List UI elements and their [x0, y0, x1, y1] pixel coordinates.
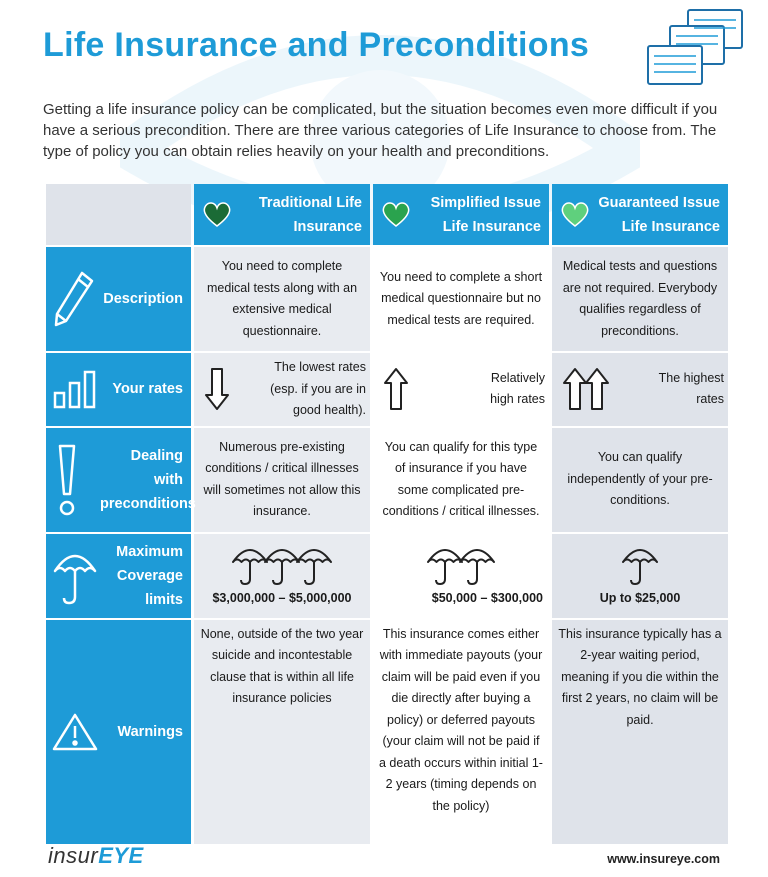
- cell-preconditions-traditional: Numerous pre-existing conditions / critical illnesses will sometimes not allow this insurance.: [194, 428, 370, 532]
- row-description: [46, 247, 728, 351]
- heart-icon: [381, 200, 411, 228]
- cell-coverage-simplified: [373, 534, 549, 618]
- double-arrow-up-icon: [562, 367, 612, 411]
- table-corner: [46, 184, 191, 245]
- row-preconditions: [46, 428, 728, 532]
- cell-coverage-guaranteed: [552, 534, 728, 618]
- column-header-label: Traditional Life Insurance: [258, 194, 362, 235]
- arrow-up-icon: [383, 367, 409, 411]
- rates-text: The highest rates: [658, 370, 724, 407]
- warning-triangle-icon: [52, 712, 98, 752]
- footer-url: www.insureye.com: [607, 852, 720, 866]
- cell-description-simplified: You need to complete a short medical questionnaire but no medical tests are required.: [373, 247, 549, 351]
- row-header-description: [46, 247, 191, 351]
- page-title: Life Insurance and Preconditions: [43, 26, 590, 64]
- row-header-preconditions: [46, 428, 196, 532]
- heart-shape: [204, 203, 229, 226]
- documents-icon: [640, 6, 752, 92]
- row-header-rates: [46, 353, 191, 426]
- row-header-label: Your rates: [112, 381, 183, 398]
- table-header-row: [46, 184, 728, 245]
- cell-preconditions-guaranteed: You can qualify independently of your pre-conditions.: [552, 428, 728, 532]
- row-header-warnings: [46, 620, 191, 844]
- logo-text-part1: insur: [48, 843, 99, 868]
- heart-icon: [202, 200, 232, 228]
- umbrella-icon: [458, 542, 496, 586]
- comparison-table: [43, 182, 731, 846]
- heart-shape: [383, 203, 408, 226]
- bar-chart-icon: [52, 369, 98, 409]
- pencil-icon: [52, 269, 96, 329]
- row-header-coverage: [46, 534, 191, 618]
- cell-coverage-traditional: [194, 534, 370, 618]
- cell-description-guaranteed: Medical tests and questions are not required. Everybody qualifies regardless of preconditions.: [552, 247, 728, 351]
- row-header-label: Dealing with preconditions: [100, 447, 196, 512]
- column-header-label: Simplified Issue Life Insurance: [430, 194, 541, 235]
- cell-warnings-guaranteed: This insurance typically has a 2-year waiting period, meaning if you die within the first 2 years, no claim will be paid.: [552, 620, 728, 844]
- row-coverage: [46, 534, 728, 618]
- logo-text-part2: EYE: [98, 843, 144, 868]
- column-header-label: Guaranteed Issue Life Insurance: [598, 194, 720, 235]
- coverage-amount: Up to $25,000: [599, 590, 681, 605]
- row-header-label: Warnings: [117, 723, 183, 740]
- arrow-down-icon: [204, 367, 230, 411]
- row-warnings: [46, 620, 728, 844]
- column-header-guaranteed: [552, 184, 728, 245]
- cell-rates-simplified: [373, 353, 549, 426]
- rates-text: The lowest rates (esp. if you are in good health).: [270, 360, 366, 417]
- cell-preconditions-simplified: You can qualify for this type of insurance if you have some complicated pre-conditions / critical illnesses.: [373, 428, 549, 532]
- row-header-label: Description: [103, 291, 183, 307]
- cell-rates-traditional: [194, 353, 370, 426]
- coverage-amount: $50,000 – $300,000: [431, 590, 543, 605]
- insureye-logo: [48, 843, 144, 869]
- umbrella-group: [200, 542, 364, 588]
- heart-shape: [562, 203, 587, 226]
- heart-icon: [560, 200, 590, 228]
- column-header-simplified: [373, 184, 549, 245]
- coverage-amount: $3,000,000 – $5,000,000: [212, 590, 352, 605]
- row-rates: [46, 353, 728, 426]
- cell-warnings-traditional: None, outside of the two year suicide and incontestable clause that is within all life insurance policies: [194, 620, 370, 844]
- cell-warnings-simplified: This insurance comes either with immediate payouts (your claim will be paid even if you die directly after buying a policy) or deferred payouts (your claim will not be paid if a death occurs within initial 1-2 years (timing depends on the policy): [373, 620, 549, 844]
- exclamation-icon: [52, 442, 82, 518]
- umbrella-group: [558, 542, 722, 588]
- cell-description-traditional: You need to complete medical tests along with an extensive medical questionnaire.: [194, 247, 370, 351]
- umbrella-icon: [52, 545, 98, 607]
- umbrella-icon: [295, 542, 333, 586]
- column-header-traditional: [194, 184, 370, 245]
- row-header-label: Maximum Coverage limits: [116, 543, 183, 608]
- rates-text: Relatively high rates: [490, 370, 545, 407]
- cell-rates-guaranteed: [552, 353, 728, 426]
- intro-paragraph: Getting a life insurance policy can be complicated, but the situation becomes even more difficult if you have a serious precondition. There are three various categories of Life Insurance to choose from. The type of policy you can obtain relies heavily on your health and preconditions.: [43, 101, 718, 160]
- umbrella-icon: [621, 542, 659, 586]
- umbrella-group: [379, 542, 543, 588]
